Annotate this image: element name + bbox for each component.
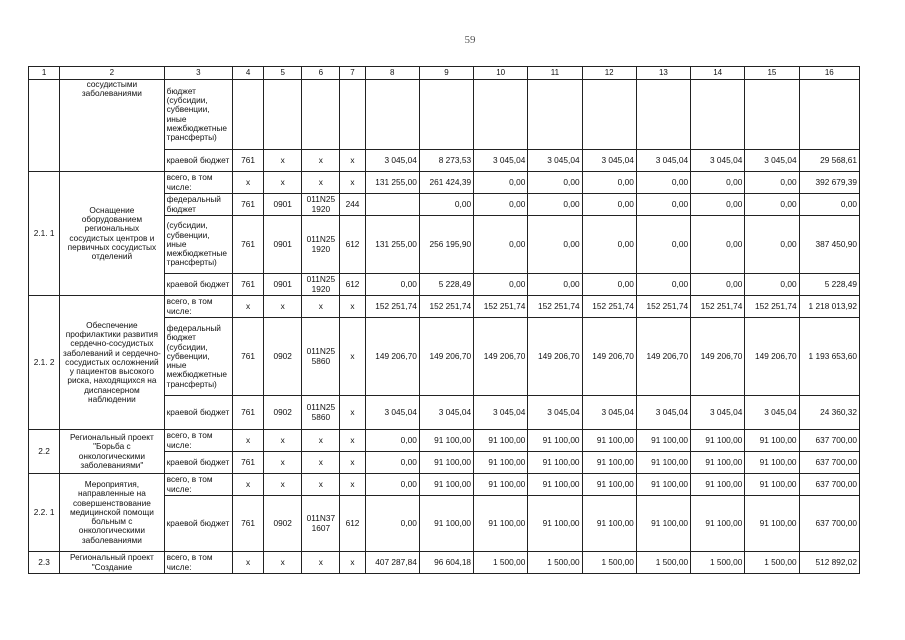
header-cell: 12 [582, 67, 636, 80]
value-cell: 0,00 [528, 216, 582, 274]
value-cell: 0,00 [474, 216, 528, 274]
value-cell: 91 100,00 [474, 430, 528, 452]
value-cell: 3 045,04 [636, 150, 690, 172]
code-cell: 761 [232, 396, 263, 430]
header-cell: 4 [232, 67, 263, 80]
value-cell: 24 360,32 [799, 396, 859, 430]
value-cell: 91 100,00 [745, 474, 799, 496]
value-cell: 149 206,70 [691, 318, 745, 396]
value-cell: 637 700,00 [799, 452, 859, 474]
funding-source-cell: краевой бюджет [164, 274, 232, 296]
value-cell: 0,00 [528, 274, 582, 296]
value-cell: 91 100,00 [636, 496, 690, 552]
code-cell: х [264, 552, 302, 574]
value-cell: 5 228,49 [419, 274, 473, 296]
value-cell: 0,00 [745, 172, 799, 194]
code-cell: х [302, 552, 340, 574]
row-number-cell: 2.3 [29, 552, 60, 574]
code-cell: х [264, 296, 302, 318]
funding-source-cell: федеральный бюджет [164, 194, 232, 216]
value-cell: 0,00 [474, 274, 528, 296]
value-cell: 261 424,39 [419, 172, 473, 194]
funding-source-cell: всего, в том числе: [164, 474, 232, 496]
value-cell: 0,00 [582, 194, 636, 216]
value-cell: 0,00 [528, 194, 582, 216]
code-cell: 0902 [264, 496, 302, 552]
value-cell [232, 80, 263, 150]
value-cell: 3 045,04 [474, 150, 528, 172]
code-cell: 0901 [264, 274, 302, 296]
value-cell: 8 273,53 [419, 150, 473, 172]
page-number: 59 [464, 34, 476, 46]
value-cell: 91 100,00 [419, 452, 473, 474]
code-cell: х [264, 474, 302, 496]
code-cell: 011N37 1607 [302, 496, 340, 552]
code-cell: х [340, 474, 365, 496]
value-cell: 3 045,04 [528, 396, 582, 430]
value-cell: 91 100,00 [474, 452, 528, 474]
code-cell: х [264, 430, 302, 452]
value-cell: 637 700,00 [799, 474, 859, 496]
value-cell: 1 500,00 [528, 552, 582, 574]
value-cell: 91 100,00 [691, 452, 745, 474]
row-name-cell: сосудистыми заболеваниями [60, 80, 165, 172]
value-cell: 29 568,61 [799, 150, 859, 172]
value-cell: 91 100,00 [745, 452, 799, 474]
value-cell: 0,00 [419, 194, 473, 216]
value-cell: 0,00 [365, 430, 419, 452]
table-row [29, 172, 860, 194]
code-cell: х [232, 172, 263, 194]
code-cell: 011N25 1920 [302, 274, 340, 296]
value-cell [636, 80, 690, 150]
header-cell: 7 [340, 67, 365, 80]
value-cell [264, 80, 302, 150]
value-cell: 91 100,00 [691, 474, 745, 496]
value-cell: 96 604,18 [419, 552, 473, 574]
table-row [29, 430, 860, 452]
value-cell [691, 80, 745, 150]
code-cell: 761 [232, 318, 263, 396]
code-cell: х [302, 172, 340, 194]
value-cell: 0,00 [474, 194, 528, 216]
value-cell: 91 100,00 [582, 452, 636, 474]
code-cell: 761 [232, 274, 263, 296]
code-cell: 011N25 5860 [302, 396, 340, 430]
value-cell: 152 251,74 [745, 296, 799, 318]
value-cell: 152 251,74 [636, 296, 690, 318]
value-cell: 5 228,49 [799, 274, 859, 296]
row-number-cell: 2.1. 2 [29, 296, 60, 430]
code-cell: 0902 [264, 396, 302, 430]
funding-source-cell: (субсидии, субвенции, иные межбюджетные трансферты) [164, 216, 232, 274]
value-cell: 91 100,00 [528, 452, 582, 474]
value-cell: 131 255,00 [365, 172, 419, 194]
row-name-cell: Оснащение оборудованием региональных сосудистых центров и первичных сосудистых отделений [60, 172, 165, 296]
table-row [29, 474, 860, 496]
code-cell: х [232, 474, 263, 496]
code-cell: 011N25 1920 [302, 216, 340, 274]
value-cell: 3 045,04 [636, 396, 690, 430]
header-cell: 15 [745, 67, 799, 80]
code-cell: х [302, 430, 340, 452]
value-cell: 0,00 [691, 216, 745, 274]
value-cell: 1 500,00 [582, 552, 636, 574]
value-cell: 637 700,00 [799, 430, 859, 452]
code-cell: 761 [232, 150, 263, 172]
code-cell: х [340, 430, 365, 452]
value-cell: 3 045,04 [745, 396, 799, 430]
value-cell: 0,00 [691, 172, 745, 194]
funding-source-cell: бюджет (субсидии, субвенции, иные межбюджетные трансферты) [164, 80, 232, 150]
value-cell: 91 100,00 [691, 496, 745, 552]
value-cell: 91 100,00 [419, 474, 473, 496]
value-cell: 91 100,00 [474, 496, 528, 552]
value-cell: 512 892,02 [799, 552, 859, 574]
value-cell [528, 80, 582, 150]
value-cell: 91 100,00 [745, 430, 799, 452]
value-cell: 0,00 [365, 496, 419, 552]
value-cell [582, 80, 636, 150]
code-cell: х [264, 150, 302, 172]
value-cell: 91 100,00 [582, 430, 636, 452]
value-cell: 0,00 [582, 274, 636, 296]
code-cell: х [264, 172, 302, 194]
value-cell: 3 045,04 [474, 396, 528, 430]
value-cell: 149 206,70 [528, 318, 582, 396]
value-cell: 152 251,74 [582, 296, 636, 318]
value-cell: 149 206,70 [582, 318, 636, 396]
value-cell: 0,00 [745, 216, 799, 274]
value-cell [799, 80, 859, 150]
header-cell: 9 [419, 67, 473, 80]
value-cell: 0,00 [691, 194, 745, 216]
value-cell: 0,00 [745, 274, 799, 296]
funding-source-cell: всего, в том числе: [164, 172, 232, 194]
value-cell: 1 500,00 [636, 552, 690, 574]
value-cell: 152 251,74 [691, 296, 745, 318]
value-cell: 0,00 [636, 194, 690, 216]
code-cell: х [232, 430, 263, 452]
funding-source-cell: краевой бюджет [164, 396, 232, 430]
table-row [29, 80, 860, 150]
code-cell: х [264, 452, 302, 474]
value-cell: 637 700,00 [799, 496, 859, 552]
value-cell: 152 251,74 [365, 296, 419, 318]
value-cell: 0,00 [745, 194, 799, 216]
value-cell: 0,00 [582, 172, 636, 194]
code-cell: х [340, 552, 365, 574]
value-cell: 91 100,00 [691, 430, 745, 452]
funding-source-cell: краевой бюджет [164, 496, 232, 552]
value-cell: 0,00 [799, 194, 859, 216]
header-row [29, 67, 860, 80]
value-cell: 0,00 [474, 172, 528, 194]
table-row [29, 552, 860, 574]
header-cell: 13 [636, 67, 690, 80]
value-cell: 91 100,00 [474, 474, 528, 496]
value-cell: 1 193 653,60 [799, 318, 859, 396]
value-cell: 1 500,00 [691, 552, 745, 574]
value-cell: 1 218 013,92 [799, 296, 859, 318]
code-cell: х [232, 296, 263, 318]
row-number-cell: 2.1. 1 [29, 172, 60, 296]
header-cell: 16 [799, 67, 859, 80]
value-cell: 0,00 [365, 474, 419, 496]
code-cell: х [340, 296, 365, 318]
value-cell: 0,00 [636, 216, 690, 274]
code-cell: 612 [340, 496, 365, 552]
value-cell [340, 80, 365, 150]
value-cell: 149 206,70 [419, 318, 473, 396]
value-cell: 149 206,70 [365, 318, 419, 396]
header-cell: 1 [29, 67, 60, 80]
code-cell: х [302, 296, 340, 318]
header-cell: 14 [691, 67, 745, 80]
value-cell: 0,00 [365, 274, 419, 296]
value-cell: 0,00 [365, 452, 419, 474]
value-cell: 0,00 [528, 172, 582, 194]
funding-source-cell: федеральный бюджет (субсидии, субвенции, иные межбюджетные трансферты) [164, 318, 232, 396]
value-cell [365, 80, 419, 150]
value-cell: 0,00 [582, 216, 636, 274]
value-cell: 91 100,00 [528, 430, 582, 452]
value-cell: 91 100,00 [745, 496, 799, 552]
value-cell [302, 80, 340, 150]
value-cell: 149 206,70 [745, 318, 799, 396]
budget-table [28, 66, 860, 574]
value-cell: 91 100,00 [419, 496, 473, 552]
row-name-cell: Региональный проект "Борьба с онкологическими заболеваниями" [60, 430, 165, 474]
value-cell: 3 045,04 [745, 150, 799, 172]
header-cell: 8 [365, 67, 419, 80]
header-cell: 5 [264, 67, 302, 80]
code-cell: х [340, 396, 365, 430]
code-cell: х [232, 552, 263, 574]
header-cell: 3 [164, 67, 232, 80]
code-cell: х [340, 318, 365, 396]
code-cell: 761 [232, 216, 263, 274]
code-cell: 011N25 1920 [302, 194, 340, 216]
code-cell: 612 [340, 216, 365, 274]
header-cell: 10 [474, 67, 528, 80]
value-cell: 3 045,04 [365, 396, 419, 430]
code-cell: 244 [340, 194, 365, 216]
value-cell: 387 450,90 [799, 216, 859, 274]
code-cell: 0901 [264, 194, 302, 216]
value-cell: 149 206,70 [474, 318, 528, 396]
value-cell: 3 045,04 [582, 396, 636, 430]
value-cell: 152 251,74 [474, 296, 528, 318]
funding-source-cell: краевой бюджет [164, 150, 232, 172]
value-cell: 152 251,74 [528, 296, 582, 318]
value-cell: 152 251,74 [419, 296, 473, 318]
value-cell: 149 206,70 [636, 318, 690, 396]
code-cell: х [340, 150, 365, 172]
value-cell: 0,00 [636, 172, 690, 194]
funding-source-cell: всего, в том числе: [164, 552, 232, 574]
code-cell: х [340, 452, 365, 474]
code-cell: х [340, 172, 365, 194]
row-number-cell: 2.2. 1 [29, 474, 60, 552]
value-cell: 3 045,04 [691, 150, 745, 172]
table-row [29, 296, 860, 318]
value-cell: 256 195,90 [419, 216, 473, 274]
value-cell: 407 287,84 [365, 552, 419, 574]
code-cell: 0901 [264, 216, 302, 274]
value-cell: 3 045,04 [582, 150, 636, 172]
code-cell: х [302, 150, 340, 172]
header-cell: 2 [60, 67, 165, 80]
value-cell: 0,00 [691, 274, 745, 296]
value-cell: 91 100,00 [419, 430, 473, 452]
code-cell: х [302, 474, 340, 496]
code-cell: 761 [232, 194, 263, 216]
value-cell: 0,00 [636, 274, 690, 296]
code-cell: 761 [232, 496, 263, 552]
value-cell: 91 100,00 [636, 474, 690, 496]
value-cell [365, 194, 419, 216]
value-cell: 3 045,04 [528, 150, 582, 172]
value-cell: 91 100,00 [528, 474, 582, 496]
code-cell: 612 [340, 274, 365, 296]
value-cell [745, 80, 799, 150]
value-cell [474, 80, 528, 150]
value-cell: 3 045,04 [365, 150, 419, 172]
value-cell [419, 80, 473, 150]
code-cell: 0902 [264, 318, 302, 396]
row-name-cell: Обеспечение профилактики развития сердечно-сосудистых заболеваний и сердечно-сосудистых осложнений у пациентов высокого риска, находящихся на диспансерном наблюдении [60, 296, 165, 430]
value-cell: 91 100,00 [636, 452, 690, 474]
row-name-cell: Мероприятия, направленные на совершенствование медицинской помощи больным с онкологическими заболеваниями [60, 474, 165, 552]
row-name-cell: Региональный проект "Создание [60, 552, 165, 574]
value-cell: 3 045,04 [419, 396, 473, 430]
code-cell: 011N25 5860 [302, 318, 340, 396]
value-cell: 91 100,00 [528, 496, 582, 552]
value-cell: 131 255,00 [365, 216, 419, 274]
funding-source-cell: краевой бюджет [164, 452, 232, 474]
value-cell: 1 500,00 [745, 552, 799, 574]
value-cell: 3 045,04 [691, 396, 745, 430]
value-cell: 91 100,00 [582, 496, 636, 552]
value-cell: 392 679,39 [799, 172, 859, 194]
funding-source-cell: всего, в том числе: [164, 296, 232, 318]
value-cell: 91 100,00 [636, 430, 690, 452]
header-cell: 11 [528, 67, 582, 80]
header-cell: 6 [302, 67, 340, 80]
value-cell: 1 500,00 [474, 552, 528, 574]
row-number-cell: 2.2 [29, 430, 60, 474]
value-cell: 91 100,00 [582, 474, 636, 496]
code-cell: х [302, 452, 340, 474]
code-cell: 761 [232, 452, 263, 474]
funding-source-cell: всего, в том числе: [164, 430, 232, 452]
row-number-cell [29, 80, 60, 172]
